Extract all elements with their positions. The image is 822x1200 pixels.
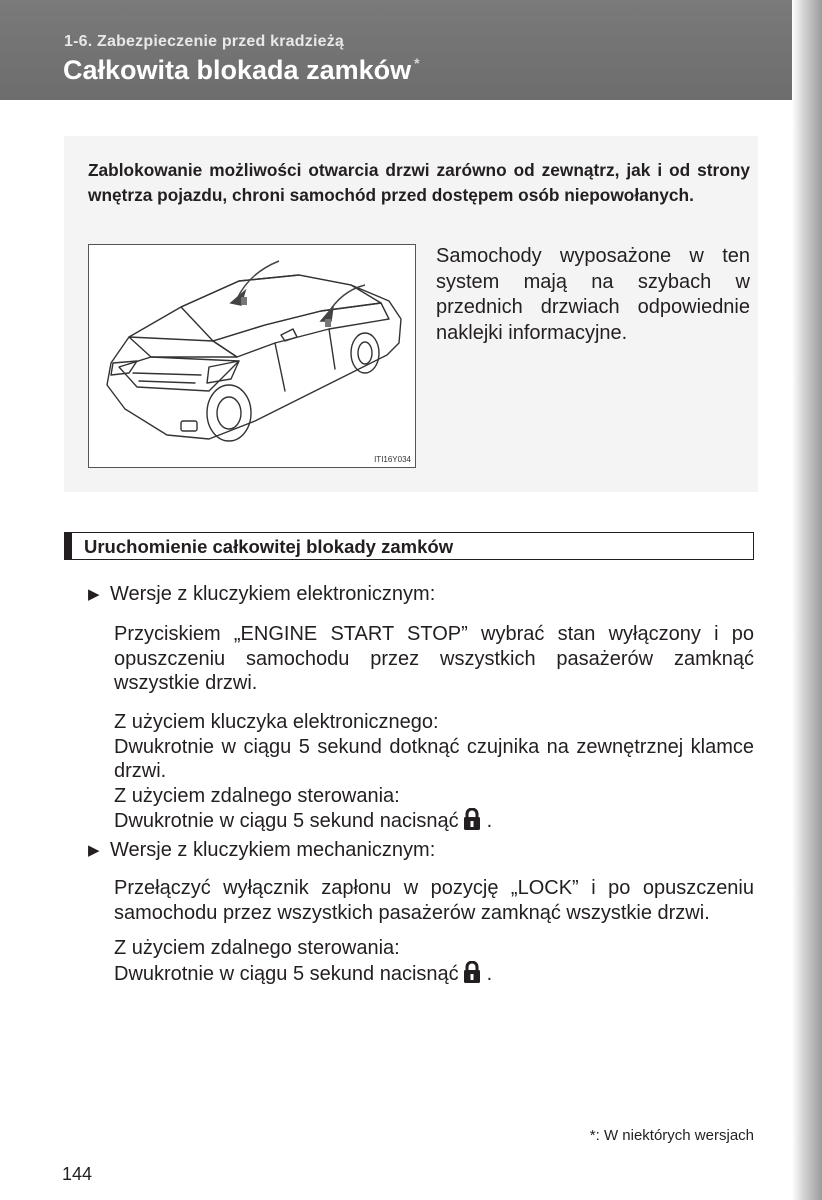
line-remote-press (114, 808, 754, 834)
line-mechanical-remote-press (114, 961, 754, 987)
line-electronic-key-heading: Z użyciem kluczyka elektronicznego: (114, 711, 439, 733)
bullet-triangle-icon: ▶ (88, 586, 100, 603)
page-header (0, 0, 822, 100)
paragraph-mechanical-remote-procedure (114, 936, 754, 986)
bullet-electronic-key-text: Wersje z kluczykiem elektronicznym: (110, 583, 436, 605)
sticker-windshield (241, 297, 247, 305)
intro-text: Zablokowanie możliwości otwarcia drzwi zarówno od zewnątrz, jak i od strony wnętrza pojazdu, chroni samochód przed dostępem osób niepowołanych. (88, 160, 750, 205)
subsection-heading (64, 532, 754, 560)
car-illustration (88, 244, 416, 468)
bullet-mechanical-key (88, 838, 435, 863)
book-spine-shadow (792, 0, 822, 1200)
paragraph-ignition-lock: Przełączyć wyłącznik zapłonu w pozycję „LOCK” i po opuszczeniu samochodu przez wszystkich pasażerów zamknąć wszystkie drzwi. (114, 877, 754, 924)
page-title (63, 55, 420, 86)
subsection-heading-text: Uruchomienie całkowitej blokady zamków (84, 536, 454, 557)
rear-wheel (351, 333, 379, 373)
car-hood (129, 337, 237, 357)
bullet-mechanical-key-text: Wersje z kluczykiem mechanicznym: (110, 839, 436, 861)
figure-code: ITI16Y034 (374, 455, 411, 464)
figure-side-note: Samochody wyposażone w ten system mają na szybach w przednich drzwiach odpowiednie naklejki informacyjne. (436, 245, 750, 344)
lock-icon (463, 808, 481, 830)
paragraph-electronic-key-procedure (114, 710, 754, 834)
lock-icon (463, 961, 481, 983)
line-remote-heading: Z użyciem zdalnego sterowania: (114, 784, 400, 807)
line-touch-sensor: Dwukrotnie w ciągu 5 sekund dotknąć czujnika na zewnętrznej klamce drzwi. (114, 735, 754, 782)
car-drawing (89, 245, 415, 467)
line-mechanical-remote-heading: Z użyciem zdalnego sterowania: (114, 937, 400, 959)
mechanical-remote-press-period: . (486, 962, 493, 985)
title-marker: * (414, 55, 420, 71)
bullet-triangle-icon: ▶ (88, 842, 100, 859)
remote-press-period: . (486, 810, 493, 832)
page-title-text: Całkowita blokada zamków (63, 55, 412, 85)
front-wheel (207, 385, 251, 441)
paragraph-engine-start-stop: Przyciskiem „ENGINE START STOP” wybrać stan wyłączony i po opuszczeniu samochodu przez wszystkich pasażerów zamknąć wszystkie drzwi. (114, 623, 754, 694)
footnote: *: W niektórych wersjach (589, 1127, 754, 1144)
bullet-electronic-key (88, 582, 435, 607)
car-roof (181, 275, 381, 341)
section-label: 1-6. Zabezpieczenie przed kradzieżą (64, 33, 344, 50)
sticker-door-window (325, 319, 331, 327)
mechanical-remote-press-text: Dwukrotnie w ciągu 5 sekund nacisnąć (114, 962, 459, 985)
page-number: 144 (62, 1164, 93, 1184)
car-windows (213, 303, 389, 357)
subsection-heading-bar (64, 532, 72, 560)
remote-press-text: Dwukrotnie w ciągu 5 sekund nacisnąć (114, 810, 459, 832)
